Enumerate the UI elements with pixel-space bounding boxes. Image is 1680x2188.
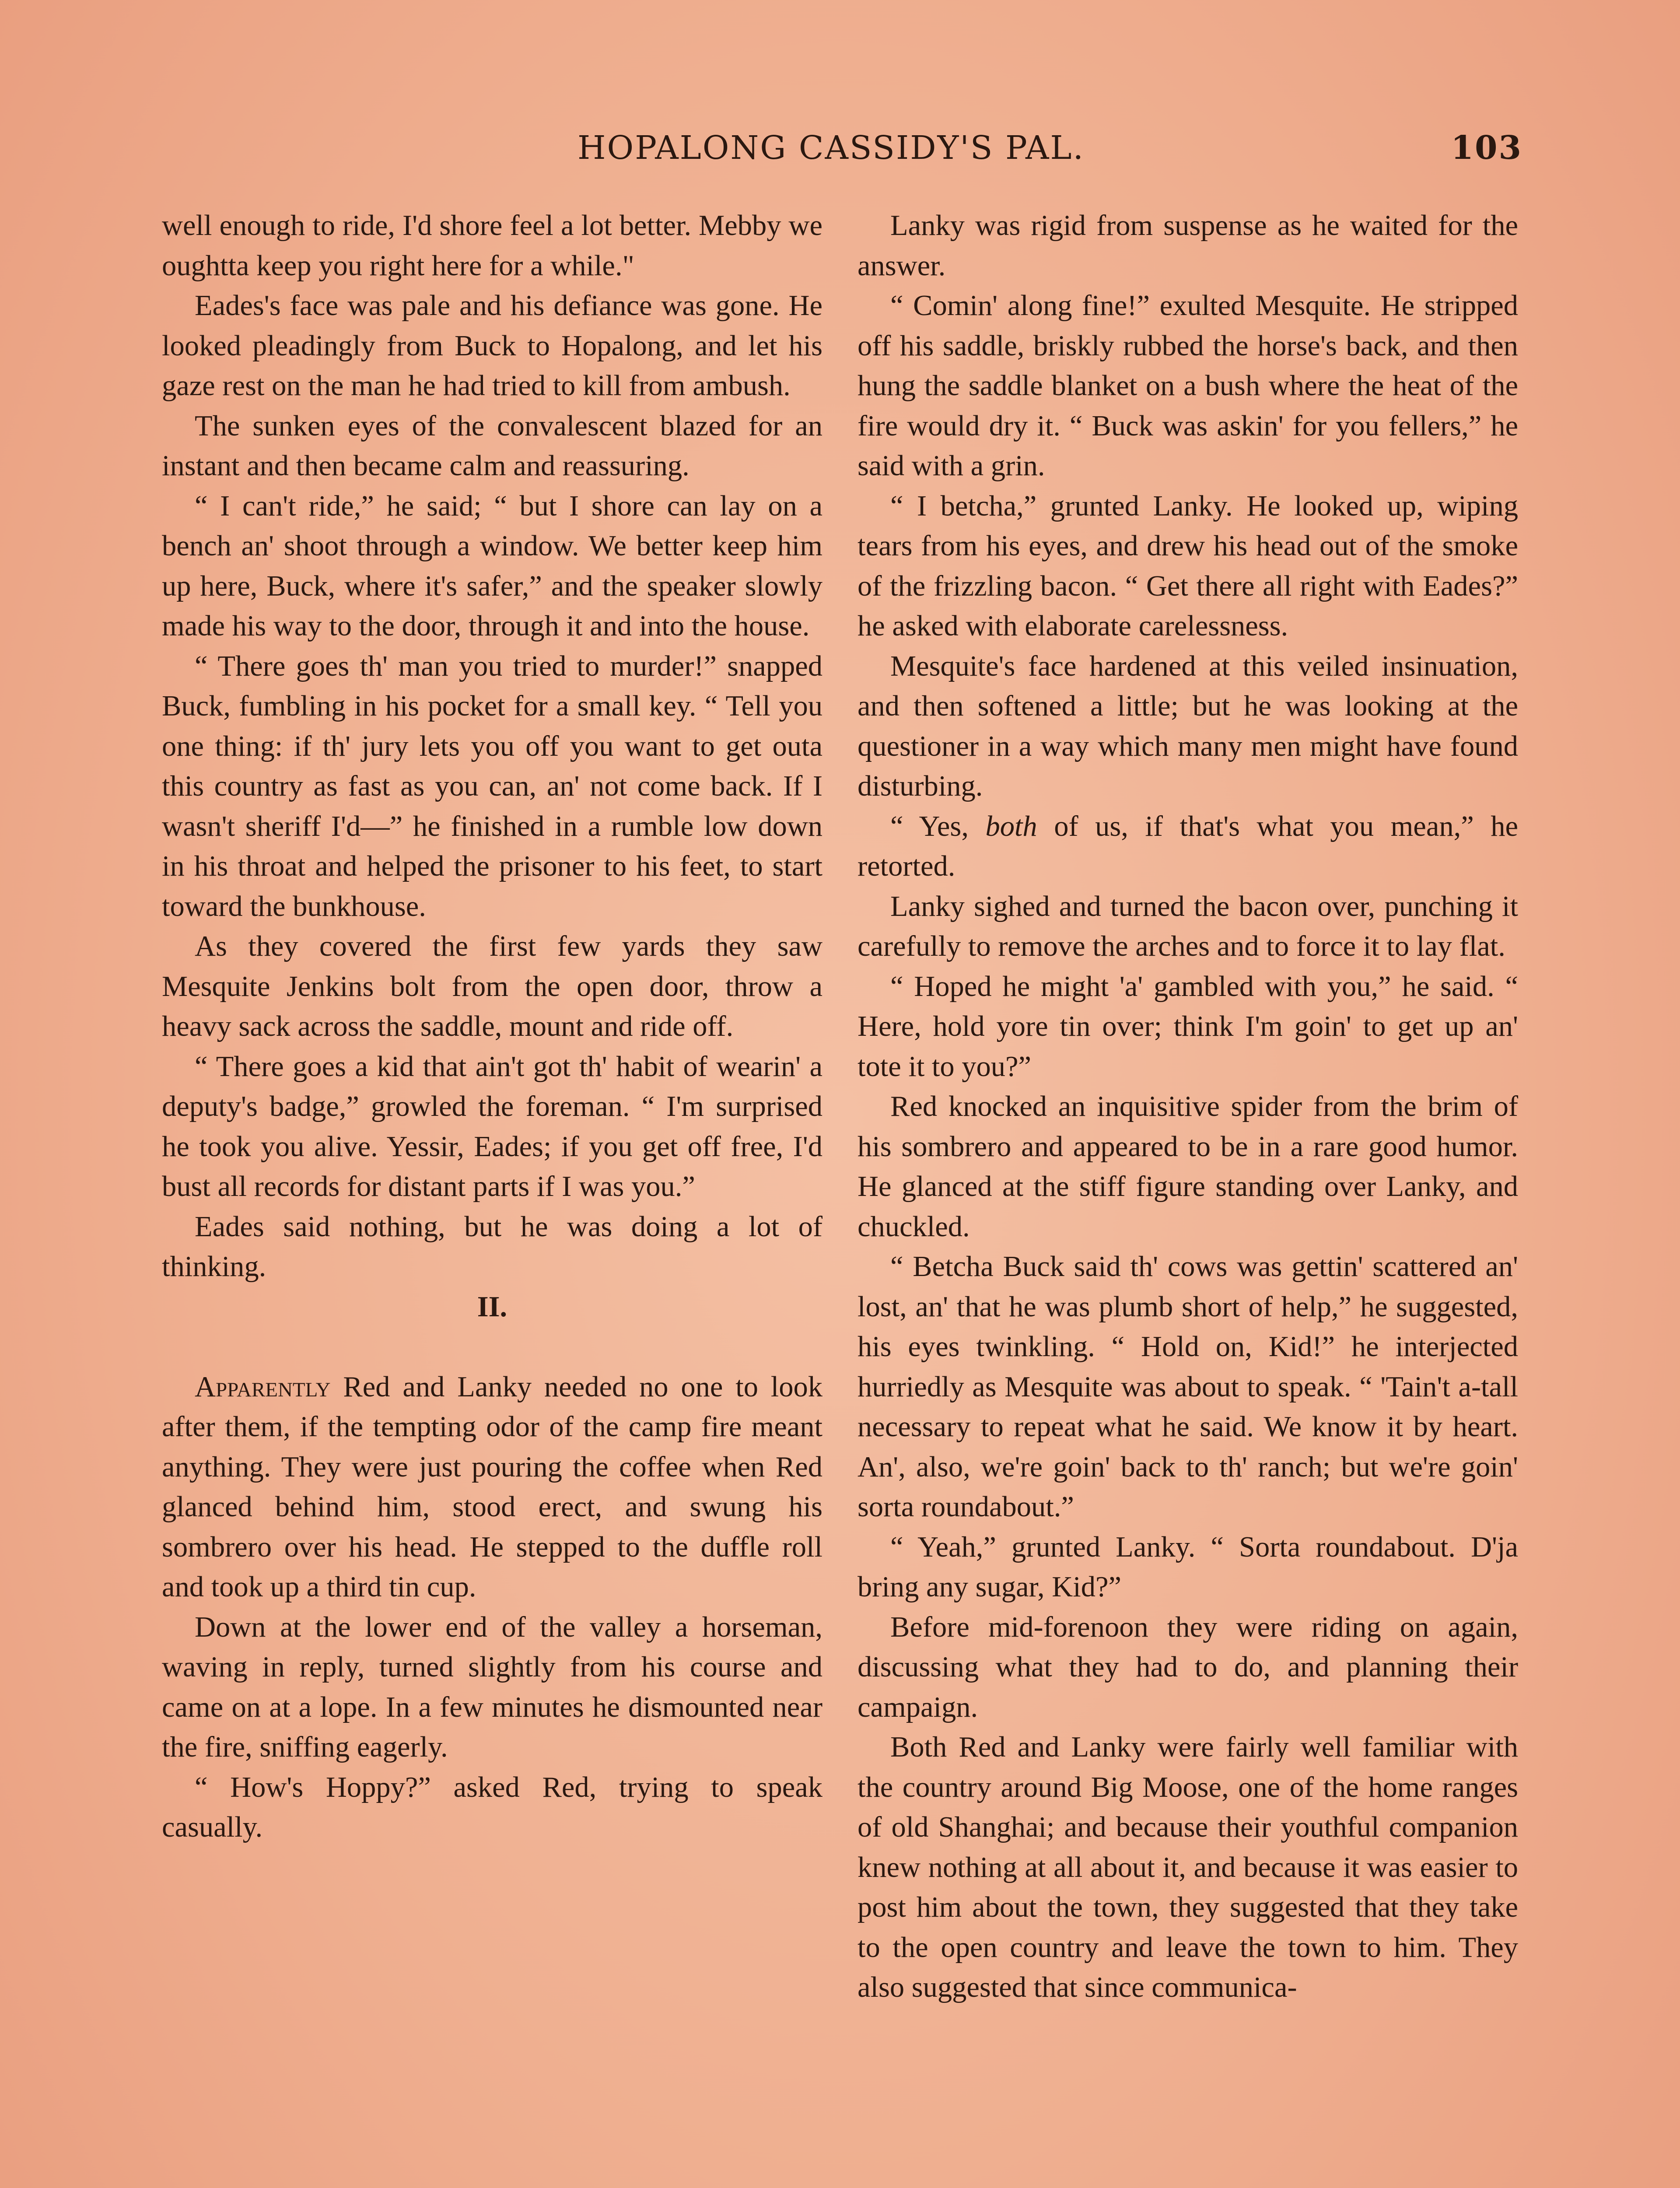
paragraph bbox=[162, 1767, 822, 1848]
text-column-left bbox=[162, 206, 822, 1848]
paragraph bbox=[162, 486, 822, 646]
section-heading: II. bbox=[477, 1290, 508, 1323]
paragraph bbox=[858, 967, 1518, 1087]
paragraph bbox=[162, 1207, 822, 1287]
paragraph bbox=[858, 1247, 1518, 1527]
paragraph bbox=[858, 1087, 1518, 1247]
paragraph bbox=[858, 486, 1518, 646]
paragraph-text: Lanky was rigid from suspense as he waited for the answer. bbox=[858, 210, 1518, 282]
paragraph-text: Red knocked an inquisitive spider from the brim of his sombrero and appeared to be in a rare good humor. He glanced at the stiff figure standing over Lanky, and chuckled. bbox=[858, 1090, 1518, 1243]
paragraph bbox=[162, 646, 822, 927]
paragraph bbox=[858, 1607, 1518, 1728]
paragraph-text: “ I can't ride,” he said; “ but I shore can lay on a bench an' shoot through a window. We better keep him up here, Buck, where it's safer,” and the speaker slowly made his way to the door, through it and into the house. bbox=[162, 490, 822, 642]
paragraph-text: Down at the lower end of the valley a horseman, waving in reply, turned slightly from his course and came on at a lope. In a few minutes he dismounted near the fire, sniffing eagerly. bbox=[162, 1611, 822, 1763]
paragraph bbox=[858, 646, 1518, 806]
paragraph bbox=[162, 406, 822, 486]
paragraph-text: well enough to ride, I'd shore feel a lot better. Mebby we oughtta keep you right here for a while." bbox=[162, 210, 822, 282]
paragraph-text: “ Yeah,” grunted Lanky. “ Sorta roundabout. D'ja bring any sugar, Kid?” bbox=[858, 1531, 1518, 1603]
paragraph-text: As they covered the first few yards they saw Mesquite Jenkins bolt from the open door, throw a heavy sack across the saddle, mount and ride off. bbox=[162, 930, 822, 1042]
text-column-right bbox=[858, 206, 1518, 2008]
paragraph-text: “ Hoped he might 'a' gambled with you,” he said. “ Here, hold yore tin over; think I'm goin' to get up an' tote it to you?” bbox=[858, 970, 1518, 1083]
paragraph bbox=[858, 887, 1518, 967]
paragraph bbox=[162, 1607, 822, 1767]
emphasis: both bbox=[985, 810, 1037, 842]
paragraph-text: Before mid-forenoon they were riding on again, discussing what they had to do, and planning their campaign. bbox=[858, 1611, 1518, 1723]
paragraph-text: Eades said nothing, but he was doing a lot of thinking. bbox=[162, 1210, 822, 1283]
paragraph-text: “ Comin' along fine!” exulted Mesquite. He stripped off his saddle, briskly rubbed the horse's back, and then hung the saddle blanket on a bush where the heat of the fire would dry it. “ Buck was askin' for you fellers,” he said with a grin. bbox=[858, 290, 1518, 482]
paragraph-text: “ How's Hoppy?” asked Red, trying to speak casually. bbox=[162, 1771, 822, 1843]
paragraph-text: “ There goes a kid that ain't got th' habit of wearin' a deputy's badge,” growled the foreman. “ I'm surprised he took you alive. Yessir, Eades; if you get off free, I'd bust all records for distant parts if I was you.” bbox=[162, 1050, 822, 1203]
paragraph-text: Mesquite's face hardened at this veiled insinuation, and then softened a little; but he was looking at the questioner in a way which many men might have found disturbing. bbox=[858, 650, 1518, 802]
paragraph-text: “ Betcha Buck said th' cows was gettin' scattered an' lost, an' that he was plumb short of help,” he suggested, his eyes twinkling. “ Hold on, Kid!” he interjected hurriedly as Mesquite was about to speak. “ 'Tain't a-tall necessary to repeat what he said. We know it by heart. An', also, we're goin' back to th' ranch; but we're goin' sorta roundabout.” bbox=[858, 1251, 1518, 1523]
paragraph-text: Eades's face was pale and his defiance was gone. He looked pleadingly from Buck to Hopalong, and let his gaze rest on the man he had tried to kill from ambush. bbox=[162, 290, 822, 402]
paragraph bbox=[858, 1527, 1518, 1607]
running-title: HOPALONG CASSIDY'S PAL. bbox=[578, 129, 1085, 167]
paragraph-text: Lanky sighed and turned the bacon over, punching it carefully to remove the arches and to force it to lay flat. bbox=[858, 890, 1518, 962]
paragraph-text: Red and Lanky needed no one to look after them, if the tempting odor of the camp fire meant anything. They were just pouring the coffee when Red glanced behind him, stood erect, and swung his sombrero over his head. He stepped to the duffle roll and took up a third tin cup. bbox=[162, 1371, 822, 1603]
paragraph bbox=[162, 1367, 822, 1607]
paragraph bbox=[162, 1047, 822, 1207]
paragraph bbox=[162, 926, 822, 1047]
paragraph-continued bbox=[162, 206, 822, 286]
paragraph-text: “ There goes th' man you tried to murder!” snapped Buck, fumbling in his pocket for a small key. “ Tell you one thing: if th' jury lets you off you want to get outa this country as fast as you can, an' not come back. If I wasn't sheriff I'd—” he finished in a rumble low down in his throat and helped the prisoner to his feet, to start toward the bunkhouse. bbox=[162, 650, 822, 922]
paragraph-text-pre: “ Yes, bbox=[890, 810, 986, 842]
paragraph-text: “ I betcha,” grunted Lanky. He looked up, wiping tears from his eyes, and drew his head out of the smoke of the frizzling bacon. “ Get there all right with Eades?” he asked with elaborate carelessness. bbox=[858, 490, 1518, 642]
page-number: 103 bbox=[1451, 129, 1522, 167]
paragraph bbox=[162, 286, 822, 406]
paragraph bbox=[858, 286, 1518, 486]
paragraph bbox=[858, 206, 1518, 286]
paragraph-text: of us, if that's what you mean,” he retorted. bbox=[858, 810, 1519, 882]
paragraph-text: The sunken eyes of the convalescent blazed for an instant and then became calm and reassuring. bbox=[162, 410, 822, 482]
paragraph-text: Both Red and Lanky were fairly well familiar with the country around Big Moose, one of the home ranges of old Shanghai; and because their youthful companion knew nothing at all about it, and because it was easier to post him about the town, they suggested that they take to the open country and leave the town to him. They also suggested that since communica- bbox=[858, 1731, 1518, 2003]
paragraph bbox=[858, 806, 1518, 887]
lead-word: Apparently bbox=[195, 1371, 331, 1403]
paragraph bbox=[858, 1727, 1518, 2008]
